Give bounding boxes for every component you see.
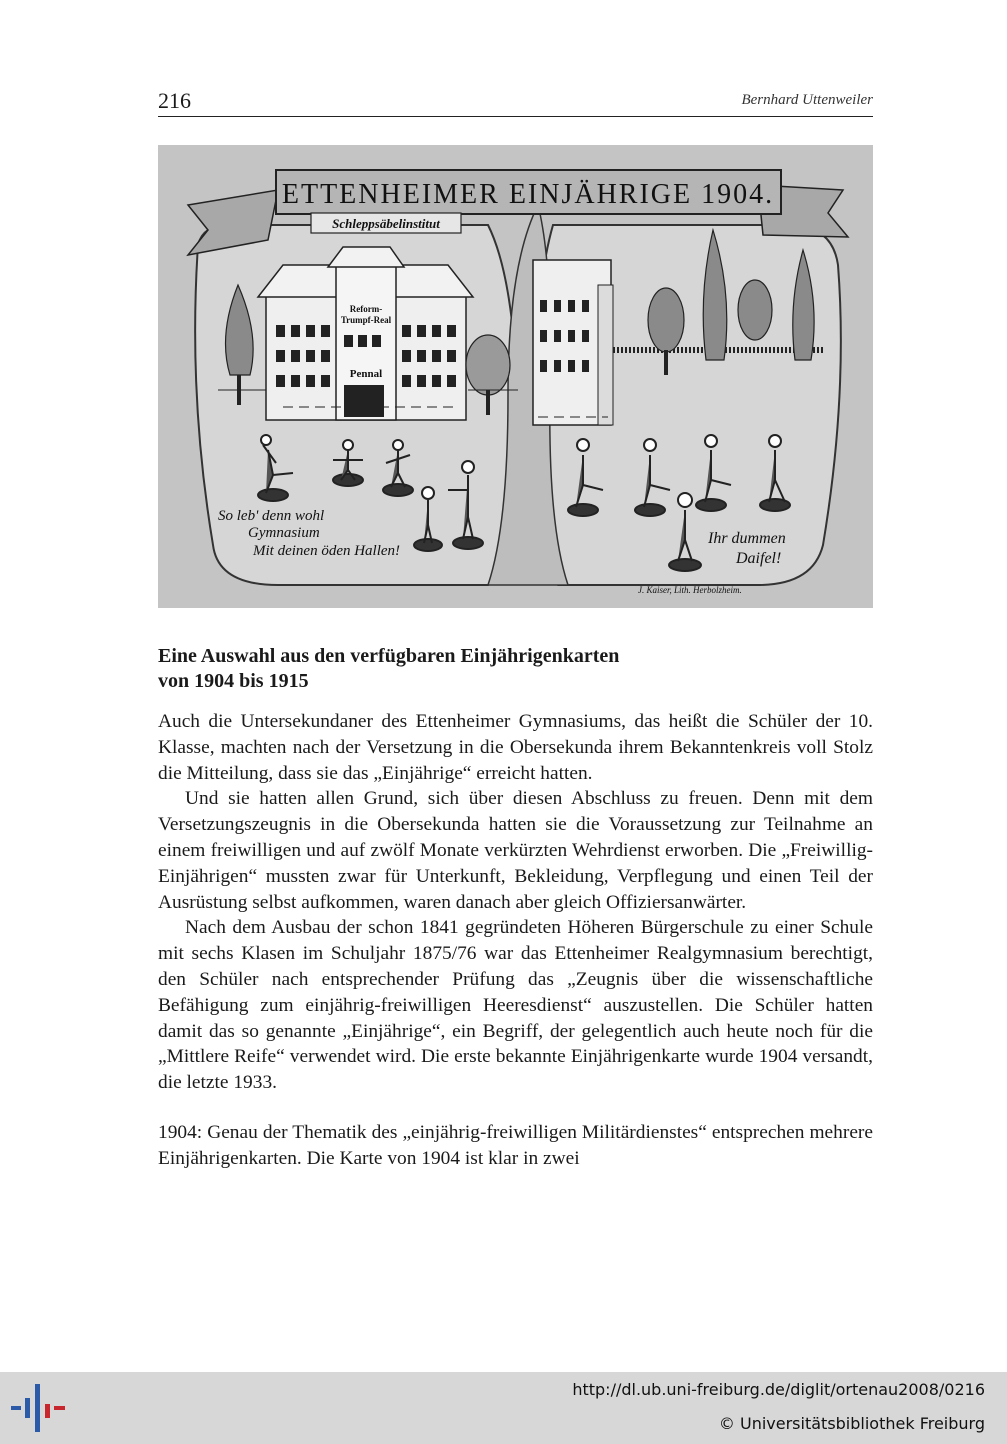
lithographer-signature: J. Kaiser, Lith. Herbolzheim. bbox=[638, 585, 742, 595]
postcard-illustration bbox=[158, 145, 873, 608]
caption-right-line1: Ihr dummen bbox=[708, 530, 786, 547]
document-url-link[interactable]: http://dl.ub.uni-freiburg.de/diglit/ortenau2008/0216 bbox=[572, 1380, 985, 1399]
institute-label: Schleppsäbelinstitut bbox=[332, 216, 440, 231]
footer-bar bbox=[0, 1372, 1007, 1444]
body-text bbox=[158, 709, 873, 1172]
paragraph-1: Auch die Untersekundaner des Ettenheimer Gymnasiums, das heißt die Schüler der 10. Klasse, machten nach der Versetzung in die Obersekunda ihrem Bekanntenkreis voll Stolz die Mitteilung, dass sie das „Einjährige“ erreicht hatten. bbox=[158, 711, 873, 784]
caption-left-line2: Gymnasium bbox=[248, 525, 320, 541]
caption-left-line3: Mit deinen öden Hallen! bbox=[253, 543, 401, 559]
banner-title: ETTENHEIMER EINJÄHRIGE 1904. bbox=[281, 179, 775, 210]
page-header bbox=[158, 86, 873, 117]
section-heading-line1: Eine Auswahl aus den verfügbaren Einjährigenkarten bbox=[158, 645, 620, 667]
paragraph-4: 1904: Genau der Thematik des „einjährig-freiwilligen Militärdienstes“ entsprechen mehrere Einjährigenkarten. Die Karte von 1904 ist klar in zwei bbox=[158, 1121, 873, 1169]
building-sign-line2: Trumpf-Real bbox=[340, 315, 392, 325]
university-library-logo-icon bbox=[11, 1384, 65, 1432]
building-sign-line1: Reform- bbox=[349, 304, 383, 314]
caption-left-line1: So leb' denn wohl bbox=[218, 508, 325, 524]
postcard-drawing bbox=[158, 145, 873, 608]
page-number: 216 bbox=[158, 88, 191, 113]
running-head-author: Bernhard Uttenweiler bbox=[741, 92, 873, 108]
copyright-notice: © Universitätsbibliothek Freiburg bbox=[718, 1414, 985, 1433]
section-heading-line2: von 1904 bis 1915 bbox=[158, 670, 309, 692]
paragraph-2: Und sie hatten allen Grund, sich über diesen Abschluss zu freuen. Denn mit dem Versetzungszeugnis in die Obersekunda hatten sie die Voraussetzung zur Teilnahme an einem freiwilligen und auf zwölf Monate verkürzten Wehrdienst erworben. Die „Freiwillig-Einjährigen“ mussten zwar für Unterkunft, Bekleidung, Verpflegung und einen Teil der Ausrüstung selbst aufkommen, waren danach aber gleich Offiziersanwärter. bbox=[158, 788, 873, 913]
section-heading bbox=[158, 644, 873, 694]
caption-right-line2: Daifel! bbox=[736, 550, 782, 567]
paragraph-3: Nach dem Ausbau der schon 1841 gegründeten Höheren Bürgerschule zu einer Schule mit sechs Klasen im Schuljahr 1875/76 war das Ettenheimer Realgymnasium berechtigt, den Schüler nach entsprechender Prüfung das „Zeugnis über die wissenschaftliche Befähigung zum einjährig-freiwilligen Heeresdienst“ auszustellen. Die Schüler hatten damit das so genannte „Einjährige“, ein Begriff, der gelegentlich auch heute noch für die „Mittlere Reife“ verwendet wird. Die erste bekannte Einjährigenkarte wurde 1904 versandt, die letzte 1933. bbox=[158, 917, 873, 1094]
door-label: Pennal bbox=[349, 368, 383, 380]
